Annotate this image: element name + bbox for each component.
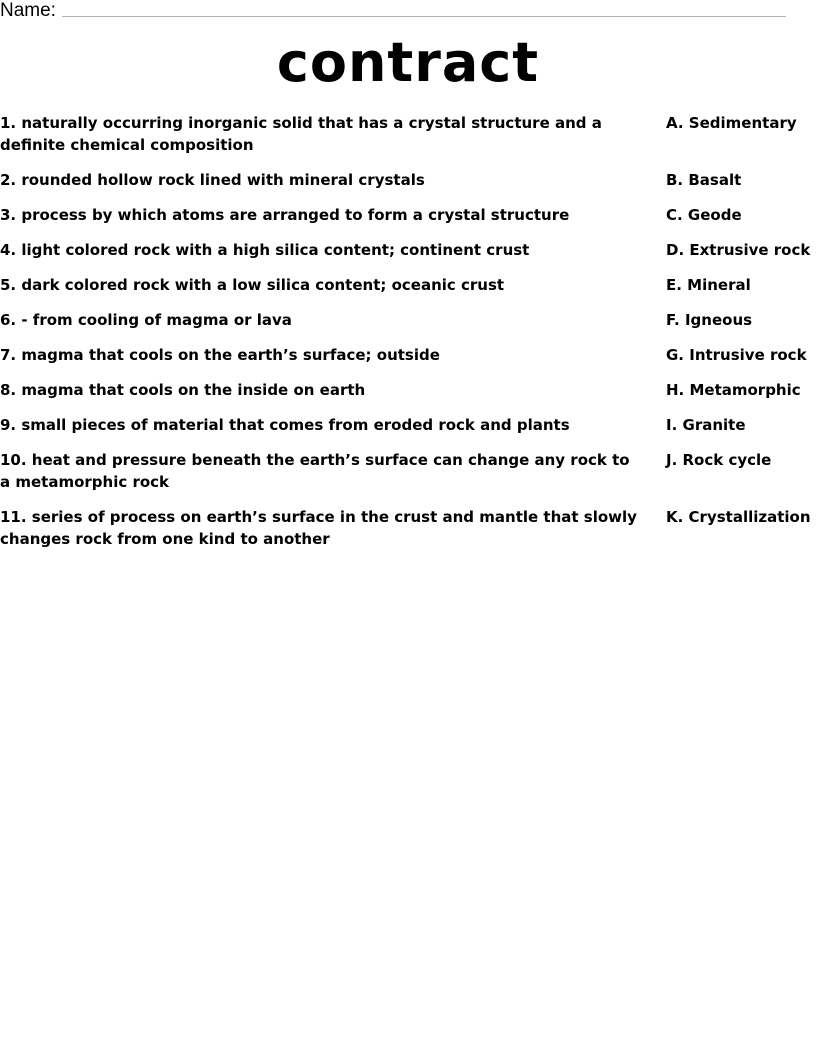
worksheet-title: contract [276, 31, 540, 94]
matching-row [0, 414, 816, 436]
answer-g: G. Intrusive rock [666, 346, 807, 364]
answer-b: B. Basalt [666, 171, 742, 189]
question-1: 1. naturally occurring inorganic solid that has a crystal structure and a definite chemical composition [0, 114, 602, 154]
question-6: 6. - from cooling of magma or lava [0, 311, 292, 329]
name-field [0, 0, 790, 24]
matching-row [0, 309, 816, 331]
matching-row [0, 449, 816, 493]
matching-row [0, 274, 816, 296]
question-2: 2. rounded hollow rock lined with mineral crystals [0, 171, 425, 189]
answer-h: H. Metamorphic [666, 381, 801, 399]
matching-row [0, 204, 816, 226]
question-10: 10. heat and pressure beneath the earth’s surface can change any rock to a metamorphic rock [0, 451, 630, 491]
question-8: 8. magma that cools on the inside on earth [0, 381, 366, 399]
answer-j: J. Rock cycle [666, 451, 772, 469]
question-9: 9. small pieces of material that comes from eroded rock and plants [0, 416, 570, 434]
answer-d: D. Extrusive rock [666, 241, 811, 259]
question-4: 4. light colored rock with a high silica content; continent crust [0, 241, 530, 259]
answer-k: K. Crystallization [666, 508, 811, 526]
question-7: 7. magma that cools on the earth’s surface; outside [0, 346, 440, 364]
answer-e: E. Mineral [666, 276, 751, 294]
answer-a: A. Sedimentary [666, 114, 797, 132]
answer-i: I. Granite [666, 416, 746, 434]
question-5: 5. dark colored rock with a low silica content; oceanic crust [0, 276, 505, 294]
matching-row [0, 506, 816, 550]
question-11: 11. series of process on earth’s surface in the crust and mantle that slowly changes rock from one kind to another [0, 508, 637, 548]
matching-list [0, 112, 816, 563]
answer-f: F. Igneous [666, 311, 753, 329]
matching-row [0, 169, 816, 191]
answer-c: C. Geode [666, 206, 742, 224]
matching-row [0, 112, 816, 156]
name-underline [62, 16, 786, 17]
name-label: Name: [0, 0, 56, 21]
matching-row [0, 239, 816, 261]
matching-row [0, 379, 816, 401]
question-3: 3. process by which atoms are arranged to form a crystal structure [0, 206, 570, 224]
matching-row [0, 344, 816, 366]
